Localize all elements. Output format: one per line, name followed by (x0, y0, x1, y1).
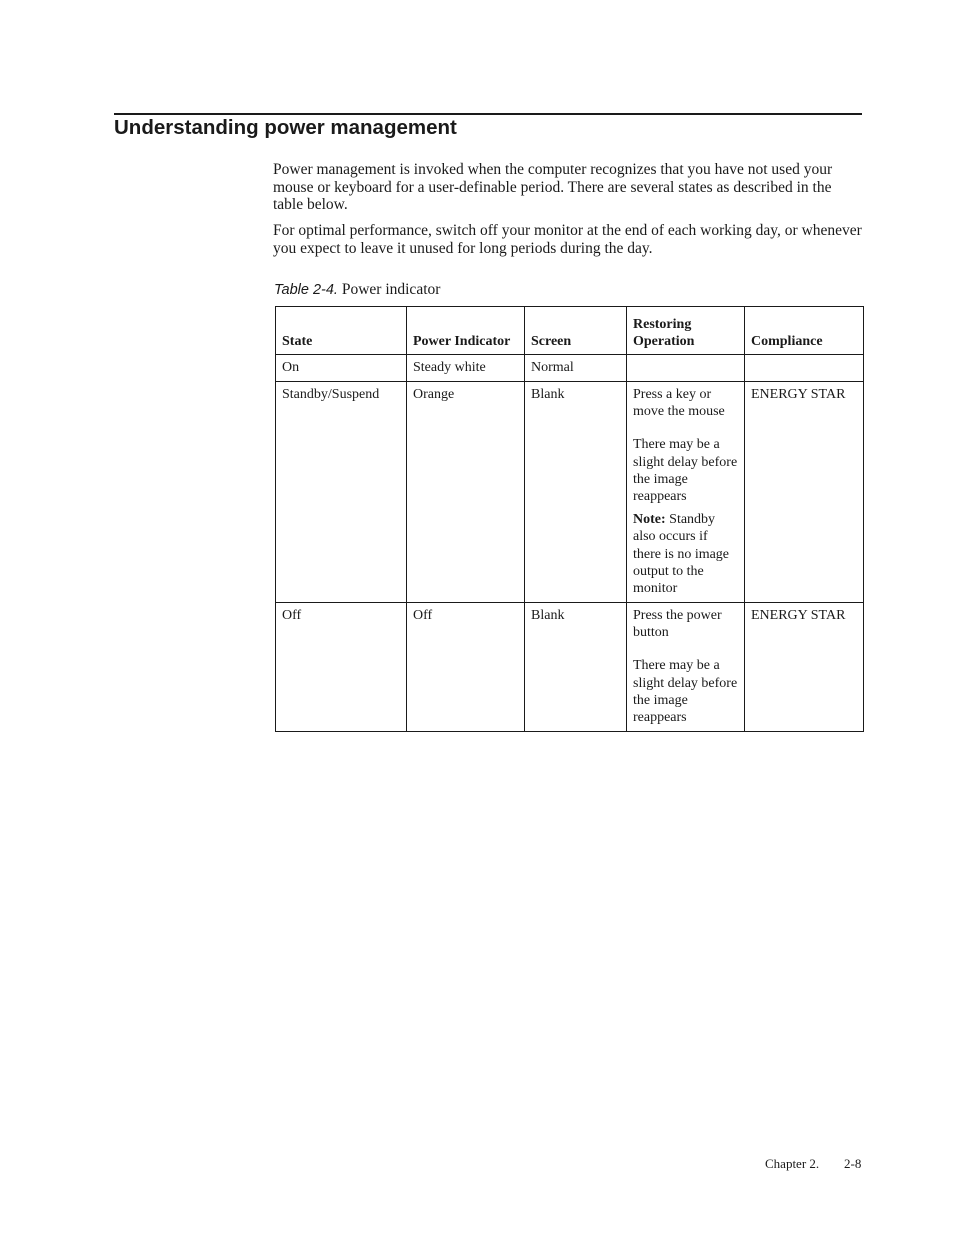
note-text: Standby also occurs if there is no image output to the monitor (633, 512, 730, 597)
operation-text: There may be a slight delay before the image reappears (633, 437, 738, 505)
cell-compliance: ENERGY STAR (745, 603, 864, 732)
header-power-indicator: Power Indicator (407, 307, 525, 355)
cell-screen: Blank (525, 603, 627, 732)
cell-state: On (276, 355, 407, 382)
operation-text: Press the power button (633, 608, 722, 641)
header-compliance: Compliance (745, 307, 864, 355)
cell-restoring-operation (627, 355, 745, 382)
cell-state: Standby/Suspend (276, 382, 407, 603)
table-caption (274, 281, 440, 299)
cell-state: Off (276, 603, 407, 732)
header-state: State (276, 307, 407, 355)
table-row (276, 382, 864, 603)
cell-screen: Normal (525, 355, 627, 382)
power-indicator-table (275, 306, 864, 732)
operation-note (633, 511, 738, 597)
header-restoring-operation: Restoring Operation (627, 307, 745, 355)
cell-compliance: ENERGY STAR (745, 382, 864, 603)
cell-screen: Blank (525, 382, 627, 603)
section-heading: Understanding power management (114, 116, 457, 139)
operation-text: Press a key or move the mouse (633, 387, 725, 420)
table-caption-text: Power indicator (337, 281, 441, 298)
operation-text: There may be a slight delay before the image reappears (633, 658, 738, 726)
footer-chapter: Chapter 2. (765, 1156, 820, 1171)
table-row (276, 355, 864, 382)
note-label: Note: (633, 512, 666, 528)
footer-page-number: 2-8 (844, 1156, 862, 1171)
cell-power-indicator: Steady white (407, 355, 525, 382)
table-body (276, 355, 864, 732)
table-caption-label: Table 2-4. (274, 282, 338, 298)
cell-restoring-operation (627, 382, 745, 603)
cell-compliance (745, 355, 864, 382)
advice-paragraph: For optimal performance, switch off your monitor at the end of each working day, or whenever you expect to leave it unused for long periods during the day. (273, 222, 862, 257)
intro-paragraph: Power management is invoked when the computer recognizes that you have not used your mouse or keyboard for a user-definable period. There are several states as described in the table below. (273, 161, 833, 214)
cell-power-indicator: Off (407, 603, 525, 732)
cell-restoring-operation (627, 603, 745, 732)
cell-power-indicator: Orange (407, 382, 525, 603)
table-row (276, 603, 864, 732)
table-header-row (276, 307, 864, 355)
header-screen: Screen (525, 307, 627, 355)
